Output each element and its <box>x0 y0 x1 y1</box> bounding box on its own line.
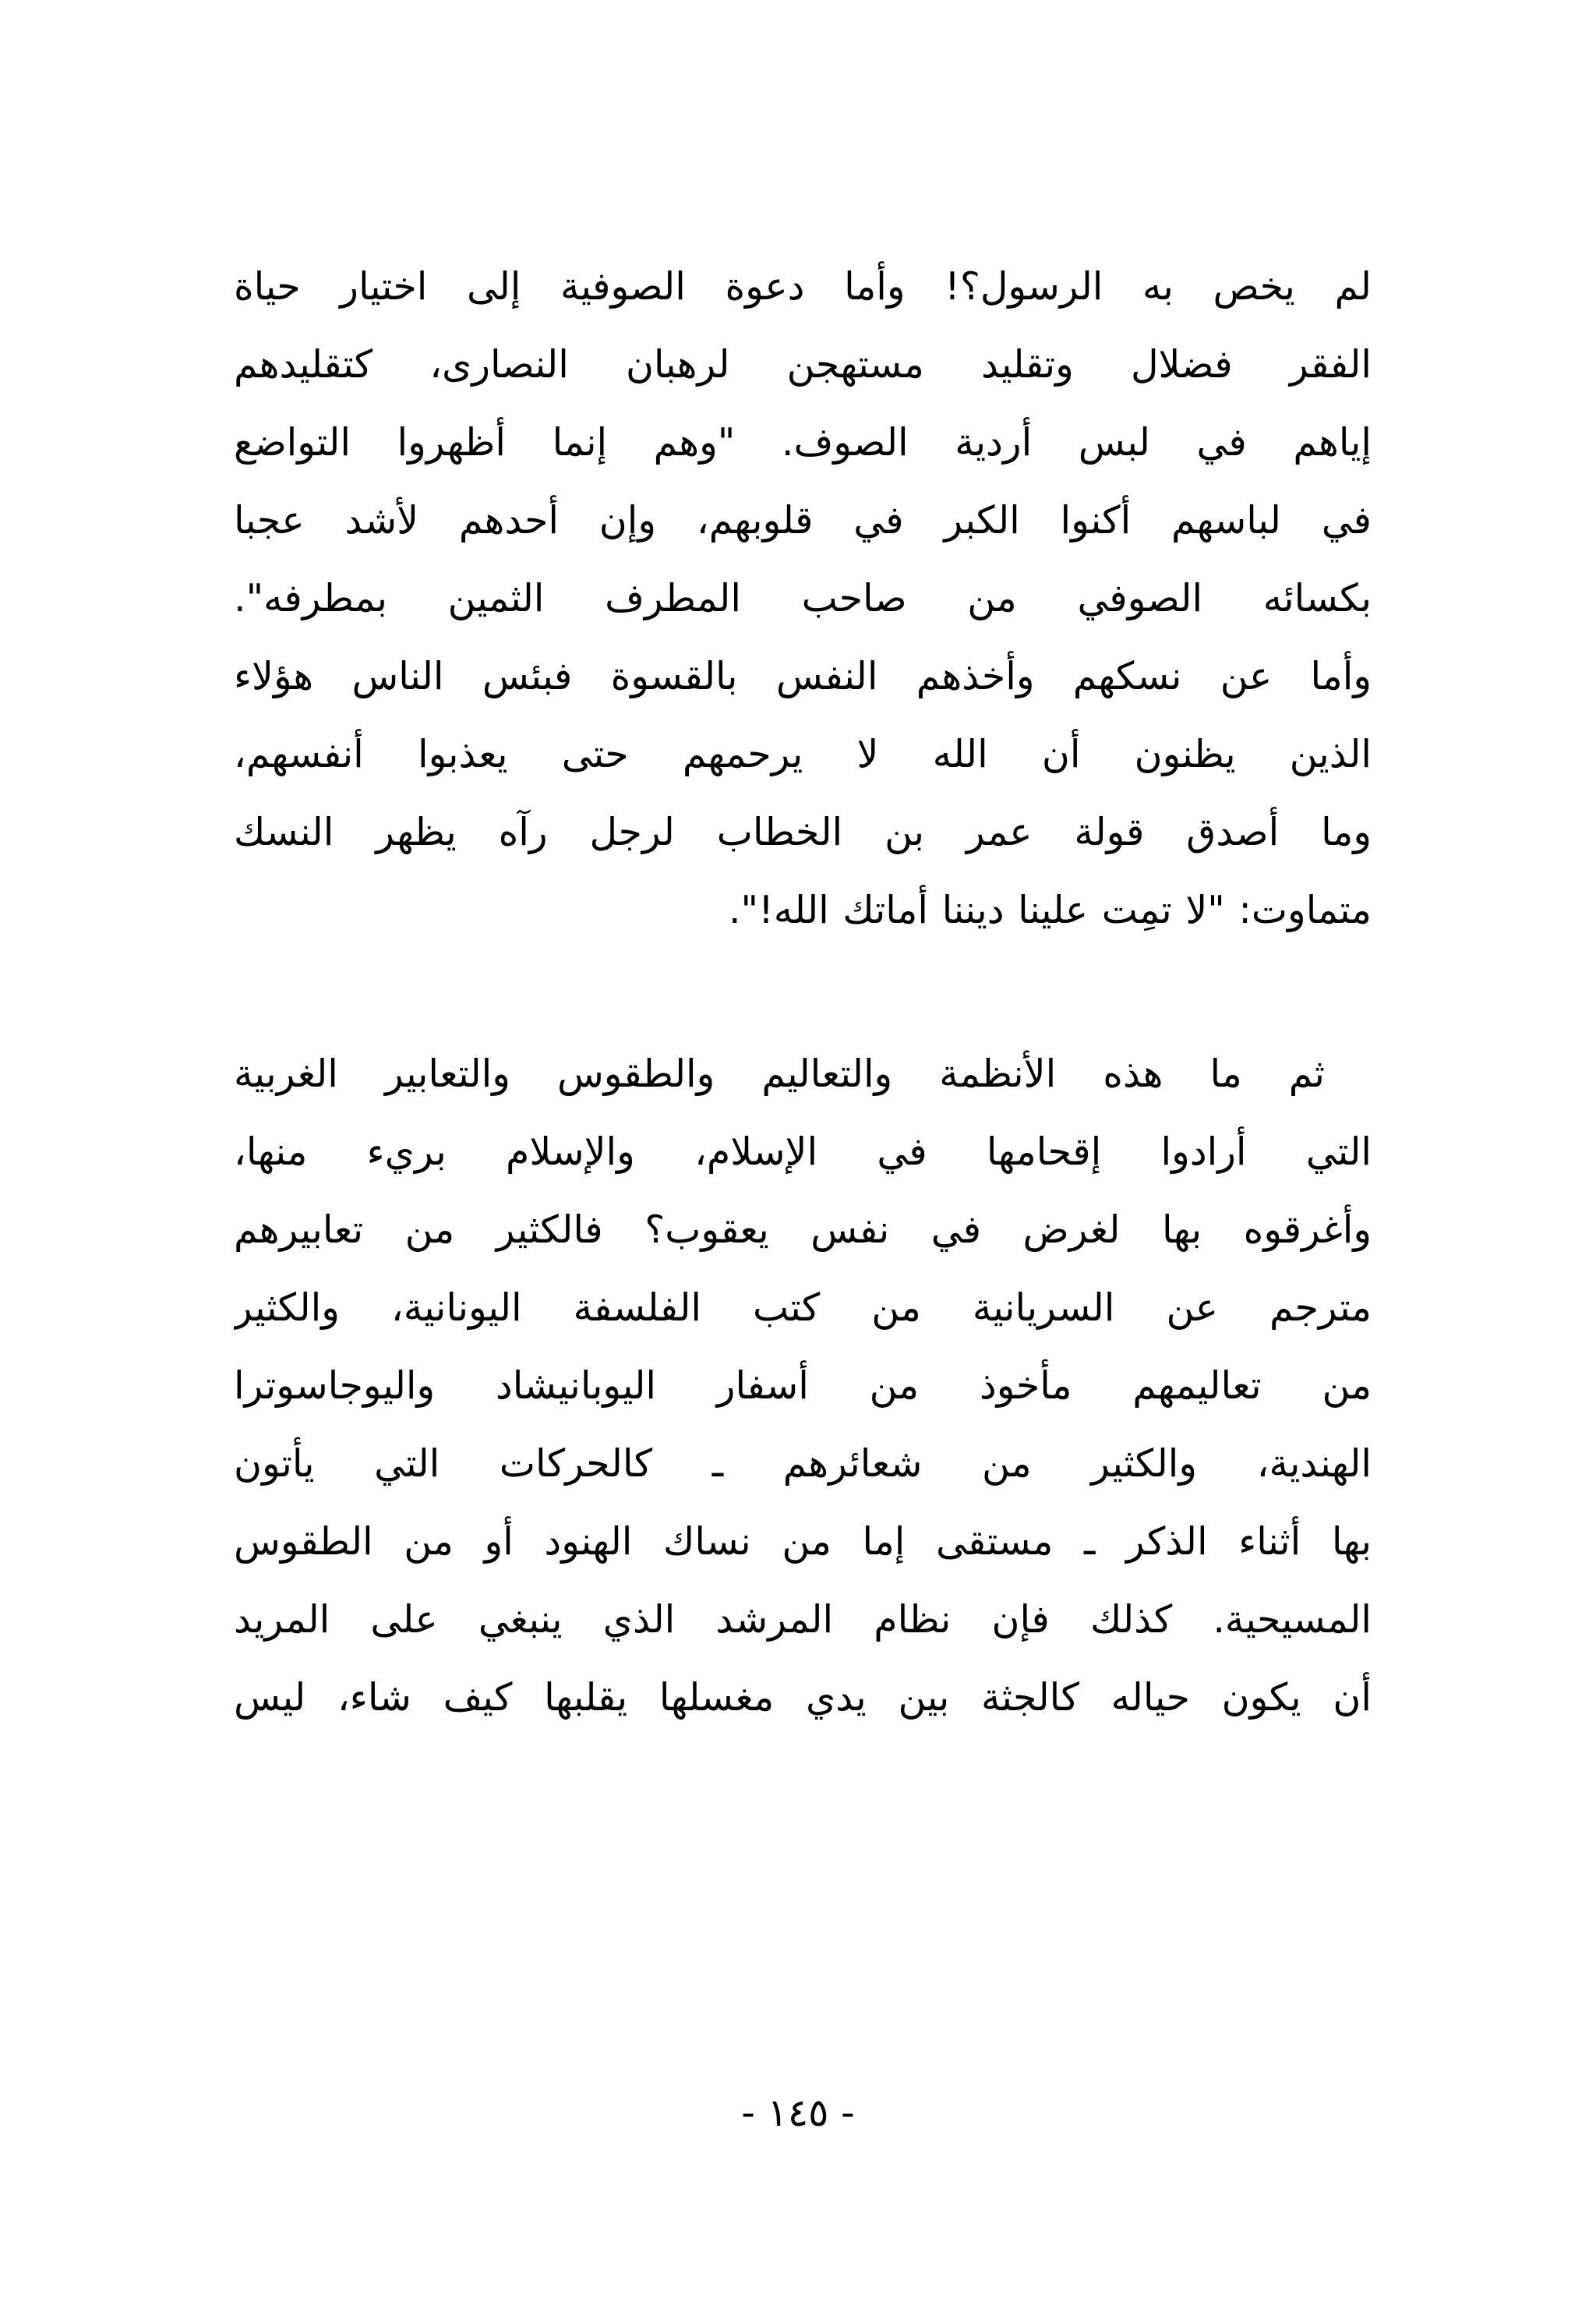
text-line: أن يكون حياله كالجثة بين يدي مغسلها يقلبها كيف شاء، ليس <box>234 1675 1372 1720</box>
text-line: في لباسهم أكنوا الكبر في قلوبهم، وإن أحدهم لأشد عجبا <box>234 498 1372 543</box>
text-line: الهندية، والكثير من شعائرهم ـ كالحركات التي يأتون <box>234 1441 1372 1486</box>
paragraph-2 <box>234 1035 1372 1737</box>
text-line: بكسائه الصوفي من صاحب المطرف الثمين بمطرفه". <box>234 576 1372 620</box>
text-line: وأغرقوه بها لغرض في نفس يعقوب؟ فالكثير من تعابيرهم <box>234 1207 1372 1252</box>
text-line: وما أصدق قولة عمر بن الخطاب لرجل رآه يظهر النسك <box>234 810 1372 854</box>
text-line: الذين يظنون أن الله لا يرحمهم حتى يعذبوا أنفسهم، <box>234 732 1372 776</box>
text-line: لم يخص به الرسول؟! وأما دعوة الصوفية إلى اختيار حياة <box>234 264 1372 309</box>
page-number: - ١٤٥ - <box>741 2091 855 2135</box>
text-line: وأما عن نسكهم وأخذهم النفس بالقسوة فبئس الناس هؤلاء <box>234 654 1372 698</box>
text-line: إياهم في لبس أردية الصوف. "وهم إنما أظهروا التواضع <box>234 420 1372 465</box>
text-line: ثم ما هذه الأنظمة والتعاليم والطقوس والتعابير الغربية <box>234 1052 1325 1096</box>
text-line: التي أرادوا إقحامها في الإسلام، والإسلام بريء منها، <box>234 1130 1372 1174</box>
text-line: بها أثناء الذكر ـ مستقى إما من نساك الهنود أو من الطقوس <box>234 1519 1372 1564</box>
text-line: مترجم عن السريانية من كتب الفلسفة اليونانية، والكثير <box>234 1285 1372 1330</box>
text-line: من تعاليمهم مأخوذ من أسفار اليوبانيشاد واليوجاسوترا <box>234 1363 1372 1408</box>
text-line: متماوت: "لا تمِت علينا ديننا أماتك الله!". <box>728 888 1372 932</box>
text-line: المسيحية. كذلك فإن نظام المرشد الذي ينبغي على المريد <box>234 1597 1372 1642</box>
paragraph-1 <box>234 248 1372 949</box>
text-line: الفقر فضلال وتقليد مستهجن لرهبان النصارى، كتقليدهم <box>234 342 1372 387</box>
